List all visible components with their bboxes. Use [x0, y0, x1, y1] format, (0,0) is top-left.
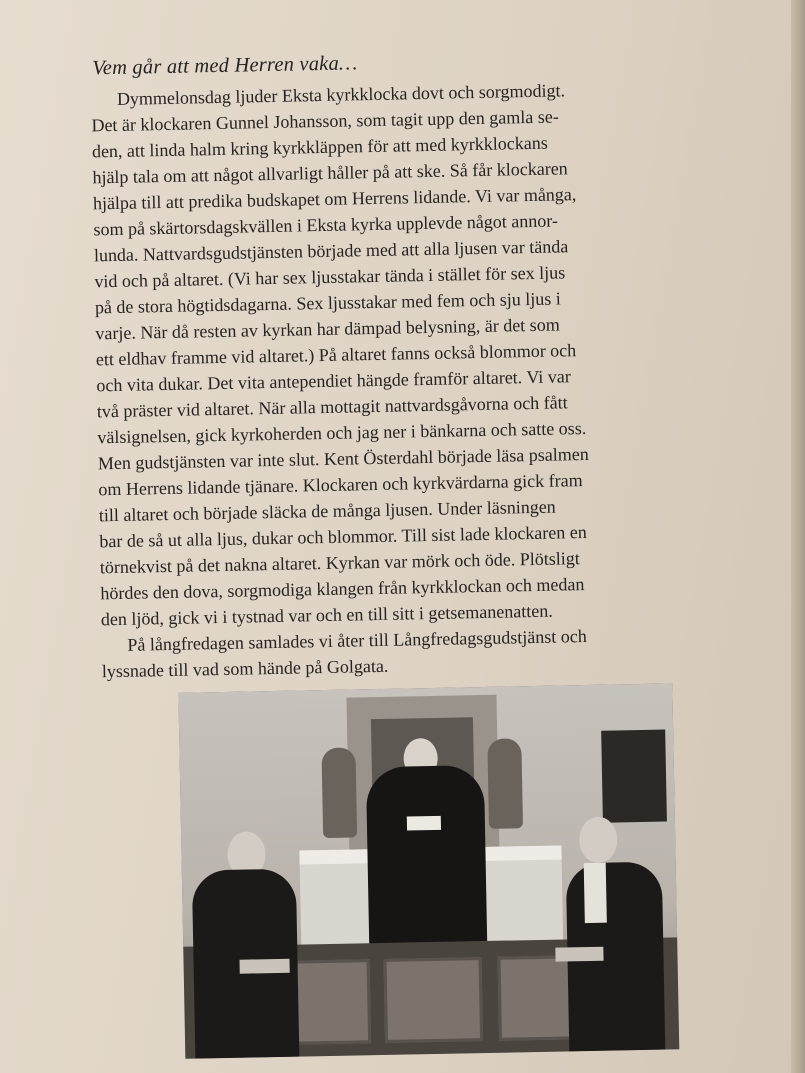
statue-right: [487, 738, 523, 829]
text-line: törnekvist på det nakna altaret. Kyrkan var mörk och öde. Plötsligt: [99, 548, 580, 578]
church-altar-photo: [178, 683, 679, 1058]
text-line: bar de så ut alla ljus, dukar och blommor. Till sist lade klockaren en: [99, 521, 587, 552]
church-window: [601, 730, 667, 823]
text-line: hördes den dova, sorgmodiga klangen från kyrkklockan och medan: [100, 574, 585, 604]
text-line: Dymmelonsdag ljuder Eksta kyrkklocka dovt och sorgmodigt.: [116, 80, 566, 109]
text-line: Men gudstjänsten var inte slut. Kent Österdahl började läsa psalmen: [97, 443, 589, 474]
body-text: [91, 74, 762, 685]
woman-right-collar: [584, 863, 607, 923]
text-line: vid och på altaret. (Vi har sex ljusstakar tända i stället för sex ljus: [94, 262, 566, 292]
text-line: hjälp tala om att något allvarligt håller på att ske. Så får klockaren: [92, 158, 568, 188]
text-line: lunda. Nattvardsgudstjänsten började med att alla ljusen var tända: [93, 236, 569, 266]
statue-left: [321, 747, 357, 838]
text-line: den, att linda halm kring kyrkkläppen för att med kyrkklockans: [91, 132, 548, 162]
book-page: [60, 36, 784, 1049]
text-line: två präster vid altaret. När alla mottagit nattvardsgåvorna och fått: [96, 392, 568, 422]
rail-panel: [384, 957, 484, 1043]
text-line: välsignelsen, gick kyrkoherden och jag ner i bänkarna och satte oss.: [97, 417, 587, 448]
text-line: varje. När då resten av kyrkan har dämpad belysning, är det som: [95, 314, 560, 344]
text-line: till altaret och började släcka de många ljusen. Under läsningen: [98, 496, 556, 526]
text-line: ett eldhav framme vid altaret.) På altaret fanns också blommor och: [95, 340, 577, 370]
woman-left-book: [239, 959, 289, 974]
text-line: om Herrens lidande tjänare. Klockaren och kyrkvärdarna gick fram: [98, 470, 583, 500]
priest-book: [407, 816, 441, 831]
text-line: På långfredagen samlades vi åter till Långfredagsgudstjänst och: [127, 625, 587, 655]
text-line: som på skärtorsdagskvällen i Eksta kyrka upplevde något annor-: [93, 210, 559, 240]
text-line: och vita dukar. Det vita antependiet hängde framför altaret. Vi var: [96, 366, 571, 396]
text-line: på de stora högtidsdagarna. Sex ljusstakar med fem och sju ljus i: [94, 288, 561, 318]
text-line: lyssnade till vad som hände på Golgata.: [101, 655, 389, 682]
text-line: Det är klockaren Gunnel Johansson, som tagit upp den gamla se-: [91, 106, 559, 136]
section-title: Vem går att med Herren vaka…: [92, 52, 358, 80]
woman-right-book: [555, 947, 603, 962]
text-line: den ljöd, gick vi i tystnad var och en till sitt i getsemanenatten.: [100, 600, 553, 630]
text-line: hjälpa till att predika budskapet om Herrens lidande. Vi var många,: [92, 184, 577, 214]
page-edge: [791, 0, 805, 1073]
